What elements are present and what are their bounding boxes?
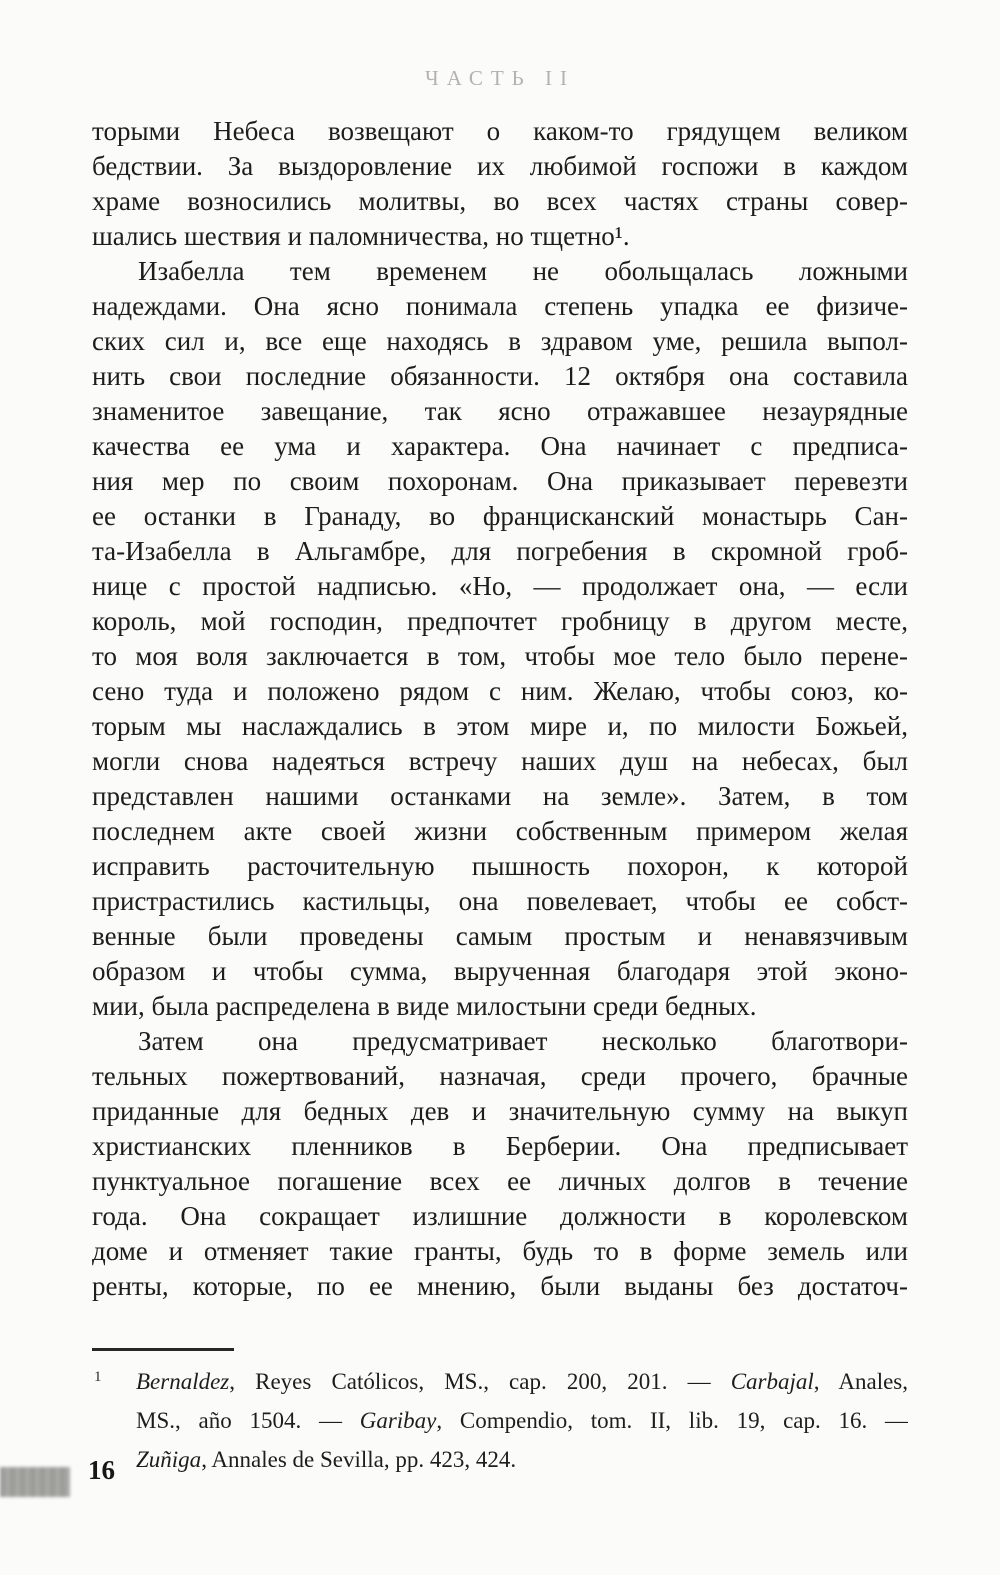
text-line: торыми Небеса возвещают о каком-то грядущем великом xyxy=(92,116,908,146)
text-line: нить свои последние обязанности. 12 октября она составила xyxy=(92,361,908,391)
text-line: представлен нашими останками на земле». Затем, в том xyxy=(92,781,908,811)
text-line: исправить расточительную пышность похорон, к которой xyxy=(92,851,908,881)
footnote-separator-rule xyxy=(92,1348,234,1351)
text-line: Zuñiga, Annales de Sevilla, pp. 423, 424. xyxy=(136,1447,517,1472)
text-line: пристрастились кастильцы, она повелевает, чтобы ее собст- xyxy=(92,886,908,916)
text-line: храме возносились молитвы, во всех частях страны совер- xyxy=(92,186,908,216)
text-line: христианских пленников в Берберии. Она предписывает xyxy=(92,1131,908,1161)
text-line: образом и чтобы сумма, вырученная благодаря этой эконо- xyxy=(92,956,908,986)
text-line: MS., año 1504. — Garibay, Compendio, tom. II, lib. 19, cap. 16. — xyxy=(136,1408,908,1433)
text-line: приданные для бедных дев и значительную сумму на выкуп xyxy=(92,1096,908,1126)
text-line: ее останки в Гранаду, во францисканский монастырь Сан- xyxy=(92,501,908,531)
text-line: ренты, которые, по ее мнению, были выданы без достаточ- xyxy=(92,1271,908,1301)
text-line: пунктуальное погашение всех ее личных долгов в течение xyxy=(92,1166,908,1196)
text-line: Изабелла тем временем не обольщалась ложными xyxy=(138,256,908,286)
text-line: Затем она предусматривает несколько благотвори- xyxy=(138,1026,908,1056)
text-line: то моя воля заключается в том, чтобы мое тело было перене- xyxy=(92,641,908,671)
text-line: бедствии. За выздоровление их любимой госпожи в каждом xyxy=(92,151,908,181)
text-line: нице с простой надписью. «Но, — продолжает она, — если xyxy=(92,571,908,601)
text-line: шались шествия и паломничества, но тщетно¹. xyxy=(92,221,630,251)
text-line: доме и отменяет такие гранты, будь то в форме земель или xyxy=(92,1236,908,1266)
text-line: последнем акте своей жизни собственным примером желая xyxy=(92,816,908,846)
page-number: 16 xyxy=(88,1455,115,1485)
text-line: могли снова надеяться встречу наших душ на небесах, был xyxy=(92,746,908,776)
text-line: года. Она сокращает излишние должности в королевском xyxy=(92,1201,908,1231)
text-line: тельных пожертвований, назначая, среди прочего, брачные xyxy=(92,1061,908,1091)
text-line: ских сил и, все еще находясь в здравом уме, решила выпол- xyxy=(92,326,908,356)
paragraph xyxy=(92,1024,908,1304)
body-text xyxy=(92,114,908,1304)
text-line: сено туда и положено рядом с ним. Желаю, чтобы союз, ко- xyxy=(92,676,908,706)
text-line: надеждами. Она ясно понимала степень упадка ее физиче- xyxy=(92,291,908,321)
footnote xyxy=(92,1362,908,1479)
paragraph xyxy=(92,254,908,1024)
scan-smudge xyxy=(0,1467,70,1497)
text-line: венные были проведены самым простым и ненавязчивым xyxy=(92,921,908,951)
text-line: та-Изабелла в Альгамбре, для погребения в скромной гроб- xyxy=(92,536,908,566)
footnote-marker: 1 xyxy=(94,1369,102,1385)
footnote-text xyxy=(136,1362,908,1479)
text-line: знаменитое завещание, так ясно отражавшее незаурядные xyxy=(92,396,908,426)
text-line: Bernaldez, Reyes Católicos, MS., cap. 200, 201. — Carbajal, Anales, xyxy=(136,1369,908,1394)
text-line: торым мы наслаждались в этом мире и, по милости Божьей, xyxy=(92,711,908,741)
running-head: ЧАСТЬ II xyxy=(425,66,575,90)
text-line: король, мой господин, предпочтет гробницу в другом месте, xyxy=(92,606,908,636)
text-line: качества ее ума и характера. Она начинает с предписа- xyxy=(92,431,908,461)
paragraph xyxy=(92,114,908,254)
text-line: мии, была распределена в виде милостыни среди бедных. xyxy=(92,991,757,1021)
text-line: ния мер по своим похоронам. Она приказывает перевезти xyxy=(92,466,908,496)
